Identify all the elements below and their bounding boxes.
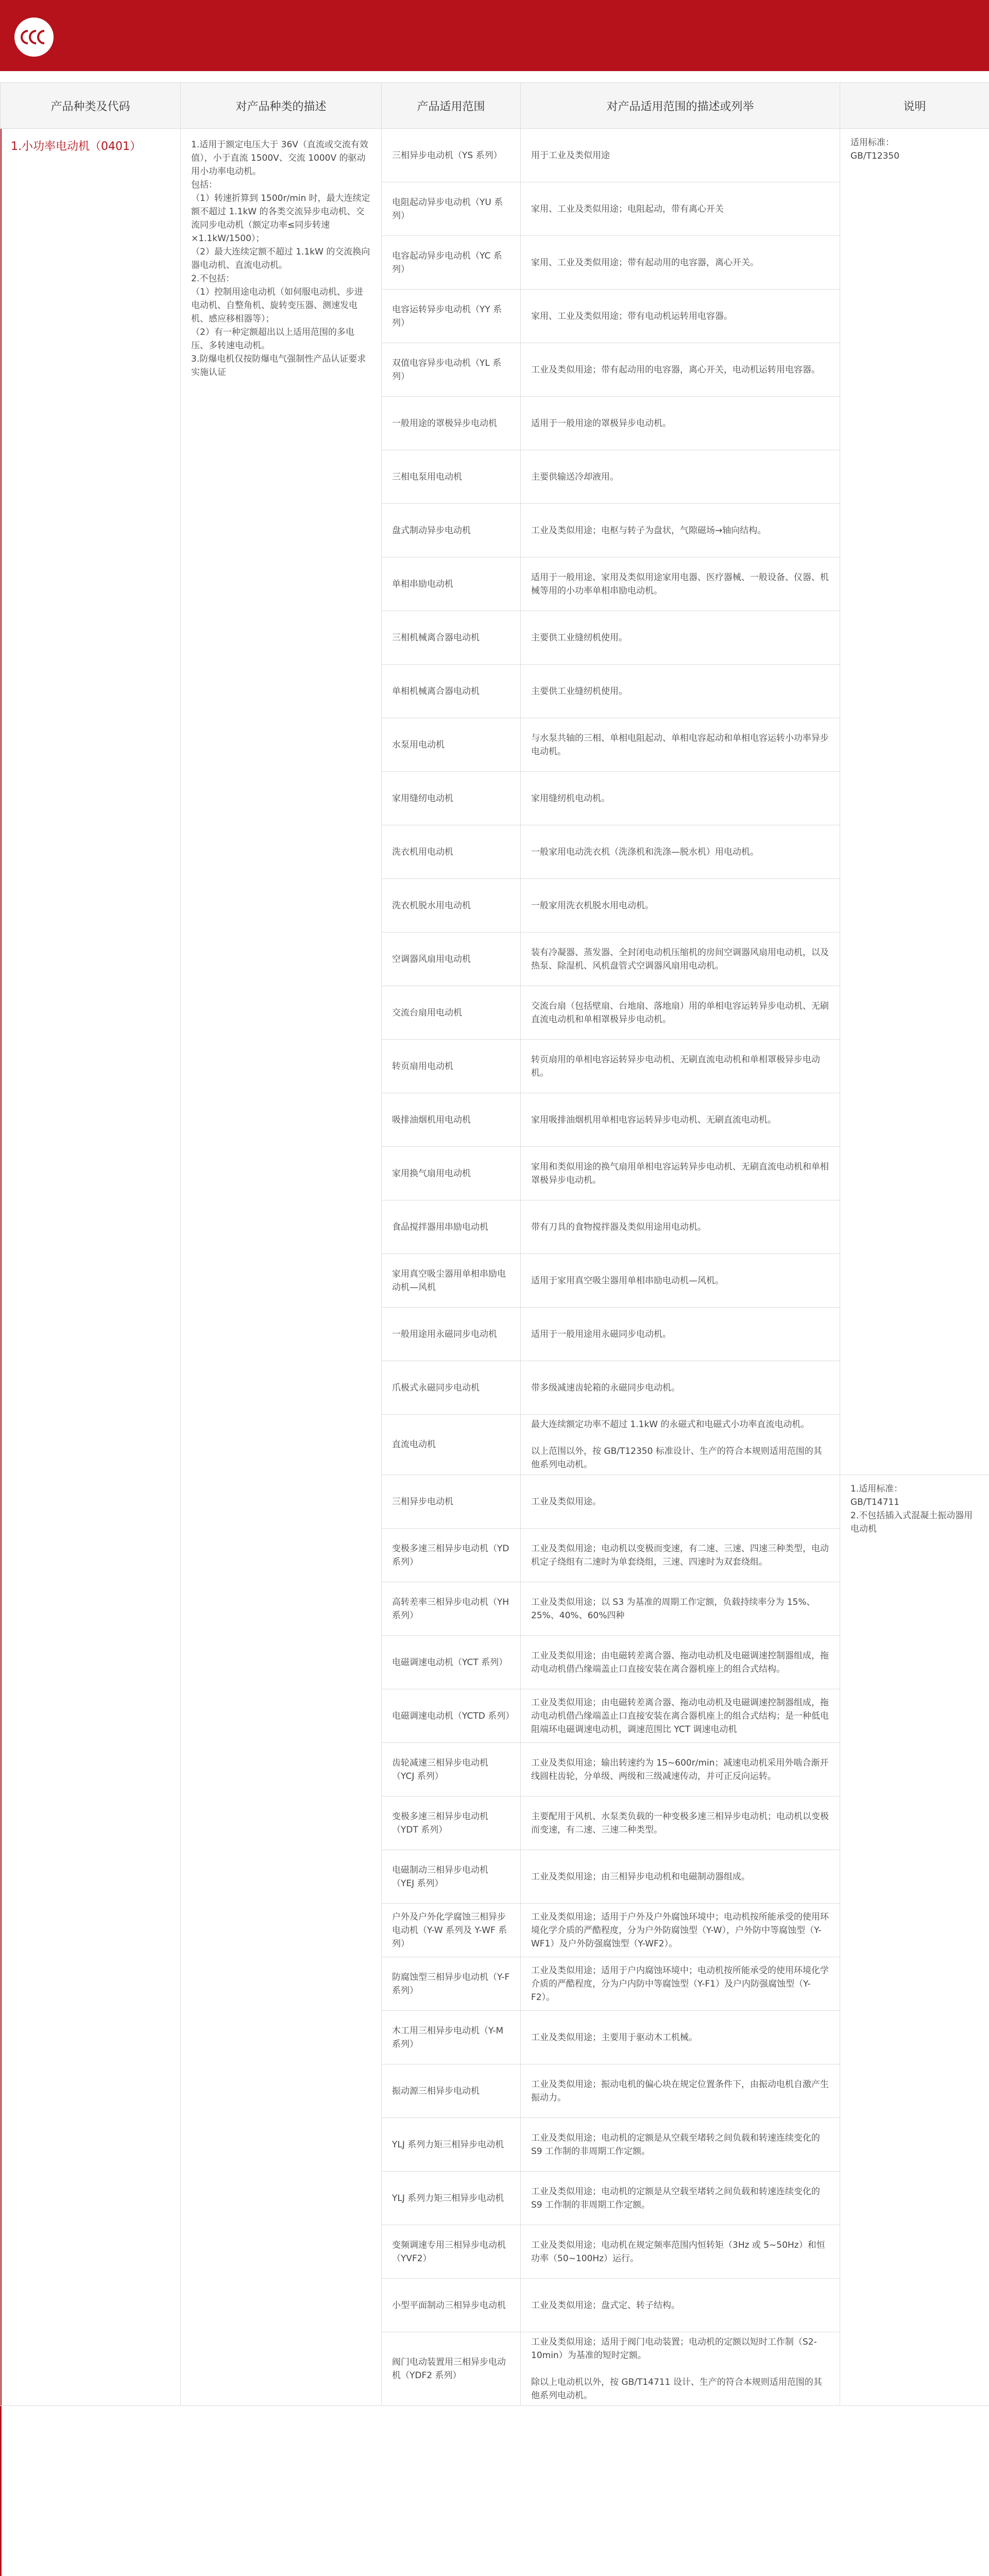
scope-name-cell: 变极多速三相异步电动机（YDT 系列）: [382, 1797, 521, 1850]
scope-description-cell: 工业及类似用途；电动机的定额是从空载至堵转之间负载和转速连续变化的 S9 工作制的非周期工作定额。: [521, 2172, 840, 2225]
scope-description-cell: 交流台扇（包括壁扇、台地扇、落地扇）用的单相电容运转异步电动机、无刷直流电动机和单相罩极异步电动机。: [521, 986, 840, 1040]
scope-description-cell: 主要供工业缝纫机使用。: [521, 665, 840, 718]
scope-name-cell: 一般用途的罩极异步电动机: [382, 397, 521, 450]
scope-name-cell: 振动源三相异步电动机: [382, 2064, 521, 2118]
scope-name-cell: 空调器风扇用电动机: [382, 933, 521, 986]
col-header-category-description: 对产品种类的描述: [181, 83, 382, 129]
scope-name-cell: 一般用途用永磁同步电动机: [382, 1308, 521, 1361]
scope-description-cell: 与水泵共轴的三相、单相电阻起动、单相电容起动和单相电容运转小功率异步电动机。: [521, 718, 840, 772]
scope-description-cell: 装有冷凝器、蒸发器、全封闭电动机压缩机的房间空调器风扇用电动机，以及热泵、除湿机、风机盘管式空调器风扇用电动机。: [521, 933, 840, 986]
scope-description-cell: 适用于一般用途用永磁同步电动机。: [521, 1308, 840, 1361]
scope-description-cell: 一般家用电动洗衣机（洗涤机和洗涤—脱水机）用电动机。: [521, 825, 840, 879]
scope-name-cell: 单相机械离合器电动机: [382, 665, 521, 718]
scope-description-cell: 家用、工业及类似用途；带有起动用的电容器，离心开关。: [521, 236, 840, 290]
scope-description-cell: 工业及类似用途；电枢与转子为盘状，气隙磁场→轴向结构。: [521, 504, 840, 557]
scope-description-cell: 用于工业及类似用途: [521, 129, 840, 182]
scope-name-cell: 齿轮减速三相异步电动机（YCJ 系列）: [382, 1743, 521, 1797]
scope-description-cell: 工业及类似用途；电动机的定额是从空载至堵转之间负载和转速连续变化的 S9 工作制的非周期工作定额。: [521, 2118, 840, 2172]
scope-name-cell: 吸排油烟机用电动机: [382, 1093, 521, 1147]
scope-name-cell: 水泵用电动机: [382, 718, 521, 772]
scope-description-cell: 家用、工业及类似用途；电阻起动，带有离心开关: [521, 182, 840, 236]
product-table: [0, 82, 989, 2406]
scope-name-cell: 户外及户外化学腐蚀三相异步电动机（Y-W 系列及 Y-WF 系列）: [382, 1904, 521, 1957]
scope-name-cell: 电磁制动三相异步电动机（YEJ 系列）: [382, 1850, 521, 1904]
scope-name-cell: 三相机械离合器电动机: [382, 611, 521, 665]
scope-name-cell: 洗衣机用电动机: [382, 825, 521, 879]
scope-description-cell: 工业及类似用途；振动电机的偏心块在规定位置条件下，由振动电机自激产生振动力。: [521, 2064, 840, 2118]
scope-description-cell: 家用缝纫机电动机。: [521, 772, 840, 825]
scope-description-cell: 适用于一般用途、家用及类似用途家用电器、医疗器械、一般设备、仪器、机械等用的小功率单相串励电动机。: [521, 557, 840, 611]
scope-name-cell: 阀门电动装置用三相异步电动机（YDF2 系列）: [382, 2332, 521, 2406]
col-header-scope: 产品适用范围: [382, 83, 521, 129]
scope-name-cell: 电磁调速电动机（YCTD 系列）: [382, 1689, 521, 1743]
scope-name-cell: 木工用三相异步电动机（Y-M 系列）: [382, 2011, 521, 2064]
category-description: 1.适用于额定电压大于 36V（直流或交流有效值），小于直流 1500V、交流 1000V 的驱动用小功率电动机。 包括： （1）转速折算到 1500r/min 时，最大连续定额不超过 1.1kW 的各类交流异步电动机、交流同步电动机（额定功率≤同步转速×1.1kW/1500）； （2）最大连续定额不超过 1.1kW 的交流换向器电动机、直流电动机。 2.不包括： （1）控制用途电动机（如伺服电动机、步进电动机、自整角机、旋转变压器、测速发电机、感应移相器等）； （2）有一种定额超出以上适用范围的多电压、多转速电动机。 3.防爆电机仅按防爆电气强制性产品认证要求实施认证: [181, 129, 382, 2406]
scope-description-cell: 工业及类似用途；电动机以变极而变速，有二速、三速、四速三种类型，电动机定子绕组有二速时为单套绕组，三速、四速时为双套绕组。: [521, 1529, 840, 1582]
scope-description-cell: 带有刀具的食物搅拌器及类似用途用电动机。: [521, 1200, 840, 1254]
scope-name-cell: 小型平面制动三相异步电动机: [382, 2279, 521, 2332]
table-header-row: [1, 83, 989, 129]
scope-name-cell: 三相异步电动机: [382, 1475, 521, 1529]
scope-description-cell: 适用于家用真空吸尘器用单相串励电动机—风机。: [521, 1254, 840, 1308]
scope-name-cell: 电阻起动异步电动机（YU 系列）: [382, 182, 521, 236]
scope-description-cell: 家用吸排油烟机用单相电容运转异步电动机、无刷直流电动机。: [521, 1093, 840, 1147]
scope-description-cell: 工业及类似用途；由电磁转差离合器、拖动电动机及电磁调速控制器组成，拖动电动机借凸缘端盖止口直接安装在离合器机座上的组合式结构。: [521, 1636, 840, 1689]
scope-description-cell: 家用和类似用途的换气扇用单相电容运转异步电动机、无刷直流电动机和单相罩极异步电动机。: [521, 1147, 840, 1200]
scope-description-cell: 主要配用于风机、水泵类负载的一种变极多速三相异步电动机；电动机以变极而变速，有二速、三速二种类型。: [521, 1797, 840, 1850]
table-row: [1, 129, 989, 182]
scope-description-cell: 工业及类似用途；适用于户外及户外腐蚀环境中；电动机按所能承受的使用环境化学介质的严酷程度，分为户外防腐蚀型（Y-W），户外防中等腐蚀型（Y-WF1）及户外防强腐蚀型（Y-WF2）。: [521, 1904, 840, 1957]
scope-name-cell: YLJ 系列力矩三相异步电动机: [382, 2118, 521, 2172]
scope-name-cell: 食品搅拌器用串励电动机: [382, 1200, 521, 1254]
scope-name-cell: YLJ 系列力矩三相异步电动机: [382, 2172, 521, 2225]
scope-name-cell: 家用真空吸尘器用单相串励电动机—风机: [382, 1254, 521, 1308]
standard-note: 适用标准： GB/T12350: [840, 129, 989, 1475]
scope-name-cell: 转页扇用电动机: [382, 1040, 521, 1093]
scope-description-cell: 工业及类似用途；适用于阀门电动装置；电动机的定额以短时工作制（S2-10min）为基准的短时定额。 除以上电动机以外，按 GB/T14711 设计、生产的符合本规则适用范围的其他系列电动机。: [521, 2332, 840, 2406]
scope-description-cell: 主要供工业缝纫机使用。: [521, 611, 840, 665]
scope-name-cell: 双值电容异步电动机（YL 系列）: [382, 343, 521, 397]
ccc-logo-icon[interactable]: [14, 18, 54, 57]
standard-note: 1.适用标准： GB/T14711 2.不包括插入式混凝土振动器用电动机: [840, 1475, 989, 2406]
scope-description-cell: 工业及类似用途。: [521, 1475, 840, 1529]
scope-name-cell: 电容运转异步电动机（YY 系列）: [382, 290, 521, 343]
scope-name-cell: 三相电泵用电动机: [382, 450, 521, 504]
scope-description-cell: 工业及类似用途；由电磁转差离合器、拖动电动机及电磁调速控制器组成，拖动电动机借凸缘端盖止口直接安装在离合器机座上的组合式结构；是一种低电阻端环电磁调速电动机，调速范围比 YCT 调速电动机: [521, 1689, 840, 1743]
scope-name-cell: 爪极式永磁同步电动机: [382, 1361, 521, 1415]
scope-description-cell: 工业及类似用途；适用于户内腐蚀环境中；电动机按所能承受的使用环境化学介质的严酷程度，分为户内防中等腐蚀型（Y-F1）及户内防强腐蚀型（Y-F2）。: [521, 1957, 840, 2011]
scope-name-cell: 单相串励电动机: [382, 557, 521, 611]
scope-description-cell: 最大连续额定功率不超过 1.1kW 的永磁式和电磁式小功率直流电动机。 以上范围以外，按 GB/T12350 标准设计、生产的符合本规则适用范围的其他系列电动机。: [521, 1415, 840, 1475]
scope-name-cell: 高转差率三相异步电动机（YH 系列）: [382, 1582, 521, 1636]
scope-name-cell: 变频调速专用三相异步电动机（YVF2）: [382, 2225, 521, 2279]
scope-description-cell: 家用、工业及类似用途；带有电动机运转用电容器。: [521, 290, 840, 343]
scope-name-cell: 三相异步电动机（YS 系列）: [382, 129, 521, 182]
scope-name-cell: 直流电动机: [382, 1415, 521, 1475]
scope-name-cell: 防腐蚀型三相异步电动机（Y-F 系列）: [382, 1957, 521, 2011]
scope-description-cell: 一般家用洗衣机脱水用电动机。: [521, 879, 840, 933]
scope-description-cell: 工业及类似用途；盘式定、转子结构。: [521, 2279, 840, 2332]
scope-description-cell: 工业及类似用途；以 S3 为基准的周期工作定额，负载持续率分为 15%、25%、40%、60%四种: [521, 1582, 840, 1636]
col-header-notes: 说明: [840, 83, 989, 129]
scope-name-cell: 交流台扇用电动机: [382, 986, 521, 1040]
scope-description-cell: 工业及类似用途；由三相异步电动机和电磁制动器组成。: [521, 1850, 840, 1904]
product-category: 1.小功率电动机（0401）: [1, 129, 181, 2406]
scope-description-cell: 工业及类似用途；主要用于驱动木工机械。: [521, 2011, 840, 2064]
scope-description-cell: 工业及类似用途；带有起动用的电容器，离心开关，电动机运转用电容器。: [521, 343, 840, 397]
scope-name-cell: 电磁调速电动机（YCT 系列）: [382, 1636, 521, 1689]
scope-name-cell: 电容起动异步电动机（YC 系列）: [382, 236, 521, 290]
scope-name-cell: 家用缝纫电动机: [382, 772, 521, 825]
scope-description-cell: 主要供输送冷却液用。: [521, 450, 840, 504]
col-header-scope-description: 对产品适用范围的描述或列举: [521, 83, 840, 129]
scope-description-cell: 转页扇用的单相电容运转异步电动机、无刷直流电动机和单相罩极异步电动机。: [521, 1040, 840, 1093]
scope-description-cell: 工业及类似用途；电动机在规定频率范围内恒转矩（3Hz 或 5~50Hz）和恒功率（50~100Hz）运行。: [521, 2225, 840, 2279]
scope-description-cell: 带多级减速齿轮箱的永磁同步电动机。: [521, 1361, 840, 1415]
scope-description-cell: 适用于一般用途的罩极异步电动机。: [521, 397, 840, 450]
scope-name-cell: 家用换气扇用电动机: [382, 1147, 521, 1200]
scope-name-cell: 洗衣机脱水用电动机: [382, 879, 521, 933]
col-header-category: 产品种类及代码: [1, 83, 181, 129]
scope-description-cell: 工业及类似用途；输出转速约为 15~600r/min；减速电动机采用外啮合渐开线圆柱齿轮，分单级、两级和三级减速传动，并可正反向运转。: [521, 1743, 840, 1797]
header-bar: [0, 0, 989, 71]
scope-name-cell: 盘式制动异步电动机: [382, 504, 521, 557]
scope-name-cell: 变极多速三相异步电动机（YD 系列）: [382, 1529, 521, 1582]
